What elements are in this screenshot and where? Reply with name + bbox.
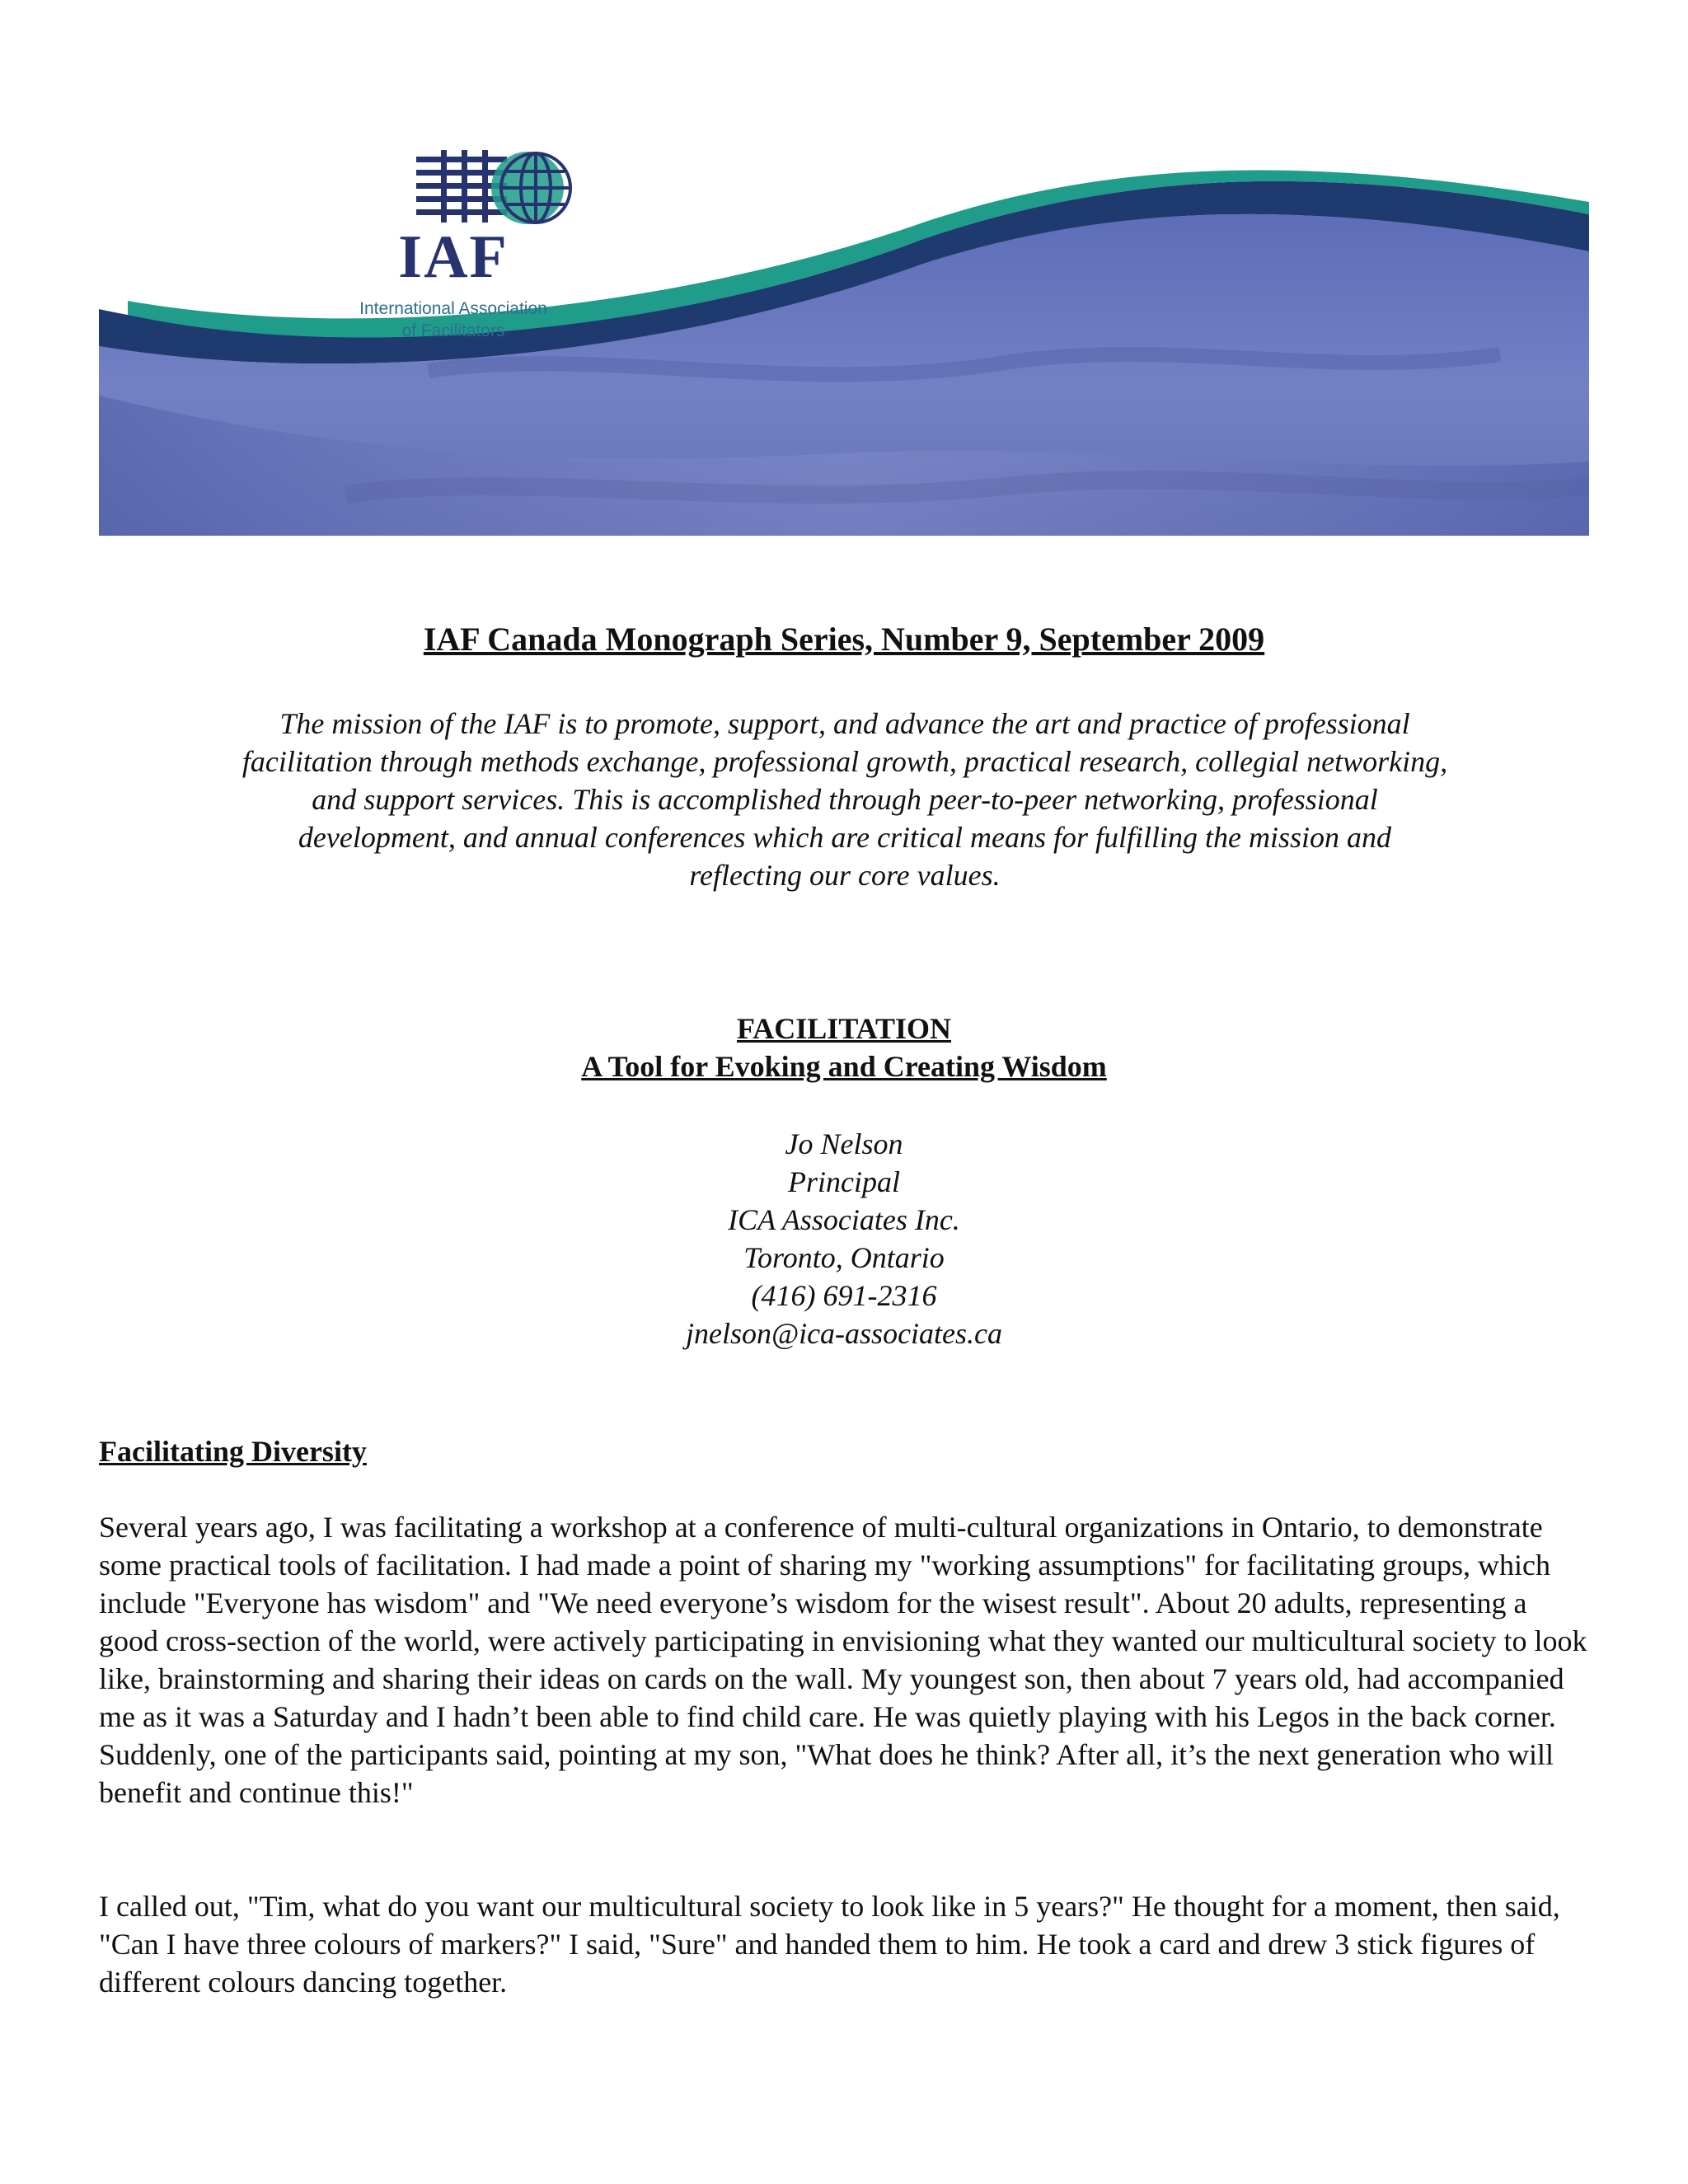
author-email: jnelson@ica-associates.ca [685,1317,1003,1350]
body-paragraph: I called out, "Tim, what do you want our multicultural society to look like in 5 years?" He thought for a moment, then said, "Can I have three colours of markers?" I said, "Sure" and handed them to him. He took a card and drew 3 stick figures of different colours dancing together. [99,1890,1560,1999]
series-title: IAF Canada Monograph Series, Number 9, September 2009 [423,621,1265,658]
author-location: Toronto, Ontario [743,1241,945,1274]
header-banner [99,124,1589,536]
author-company: ICA Associates Inc. [728,1203,960,1236]
author-role: Principal [788,1165,900,1198]
document-title-block [0,1010,1688,1085]
author-name: Jo Nelson [785,1127,903,1160]
iaf-globe-icon [416,148,573,235]
logo-letters: IAF [398,223,509,291]
body-paragraph: Several years ago, I was facilitating a workshop at a conference of multi-cultural organizations in Ontario, to demonstrate some practical tools of facilitation. I had made a point of sharing my "working assumptions" for facilitating groups, which include "Everyone has wisdom" and "We need everyone’s wisdom for the wisest result". About 20 adults, representing a good cross-section of the world, were actively participating in envisioning what they wanted our multicultural society to look like, brainstorming and sharing their ideas on cards on the wall. My youngest son, then about 7 years old, had accompanied me as it was a Saturday and I hadn’t been able to find child care. He was quietly playing with his Legos in the back corner. Suddenly, one of the participants said, pointing at my son, "What does he think? After all, it’s the next generation who will benefit and continue this!" [99,1511,1587,1809]
document-title: FACILITATION [736,1012,952,1045]
document-subtitle: A Tool for Evoking and Creating Wisdom [581,1050,1107,1083]
mission-statement: The mission of the IAF is to promote, support, and advance the art and practice of professional facilitation through methods exchange, professional growth, practical research, collegial networking, and support services. This is accomplished through peer-to-peer networking, professional development, and annual conferences which are critical means for fulfilling the mission and reflecting our core values. [241,707,1448,892]
logo-name-line1: International Association [359,299,547,318]
logo-name-line2: of Facilitators [401,321,505,340]
section-heading: Facilitating Diversity [99,1435,367,1468]
author-phone: (416) 691-2316 [751,1279,937,1312]
iaf-logo [305,136,618,449]
author-block [0,1125,1688,1352]
